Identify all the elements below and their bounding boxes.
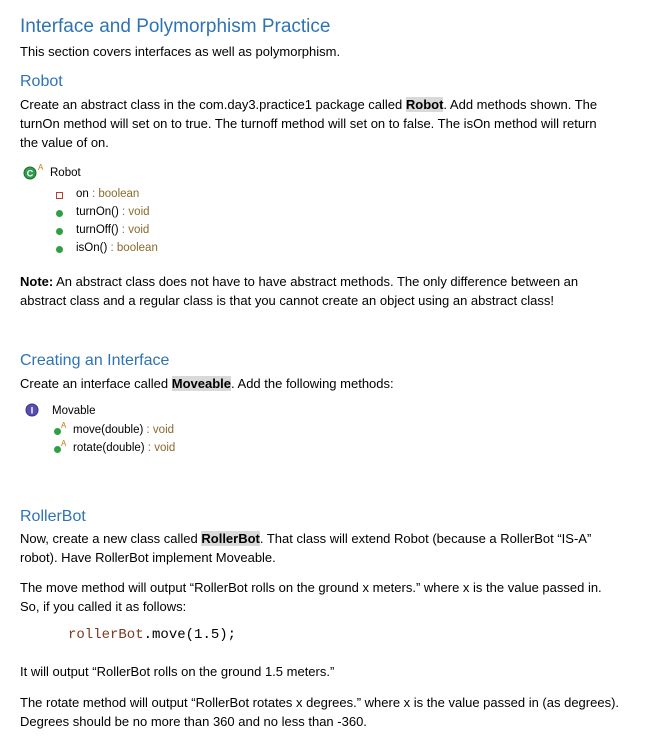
rollerbot-heading: RollerBot bbox=[20, 508, 86, 525]
member-sep: : bbox=[107, 242, 117, 254]
public-method-icon bbox=[56, 210, 63, 217]
rollerbot-p4-line2: Degrees should be no more than 360 and no less than -360. bbox=[20, 714, 367, 729]
rollerbot-p1-line1 bbox=[20, 529, 591, 548]
public-method-icon bbox=[56, 246, 63, 253]
member-sep: : bbox=[144, 442, 155, 454]
member-name: turnOn() bbox=[76, 206, 119, 218]
member-type: void bbox=[128, 224, 150, 236]
abstract-marker: A bbox=[38, 163, 44, 172]
abstract-marker: A bbox=[61, 439, 67, 448]
member-type: void bbox=[152, 424, 175, 436]
member-name: isOn() bbox=[76, 242, 108, 254]
member-sep: : bbox=[118, 206, 129, 218]
note-text: An abstract class does not have to have abstract methods. The only difference between an bbox=[53, 274, 579, 289]
interface-icon-letter: I bbox=[30, 405, 34, 416]
abstract-method-icon bbox=[54, 446, 61, 453]
robot-heading: Robot bbox=[20, 73, 63, 90]
interface-name: Movable bbox=[52, 405, 96, 417]
code-number: 1.5 bbox=[194, 627, 220, 643]
member-sep: : bbox=[88, 188, 99, 200]
private-field-icon bbox=[56, 192, 63, 199]
rollerbot-p3: It will output “RollerBot rolls on the ground 1.5 meters.” bbox=[20, 664, 335, 679]
robot-paragraph-line2: turnOn method will set on to true. The turnoff method will set on to false. The isOn method will return bbox=[20, 116, 597, 131]
member-name: on bbox=[76, 188, 89, 200]
rollerbot-p1-post: . That class will extend Robot (because a RollerBot “IS-A” bbox=[259, 531, 592, 546]
page-title: Interface and Polymorphism Practice bbox=[20, 16, 331, 37]
note-line1 bbox=[20, 272, 578, 291]
rollerbot-p2-line1: The move method will output “RollerBot rolls on the ground x meters.” where x is the value passed in. bbox=[20, 580, 602, 595]
intro-text: This section covers interfaces as well as polymorphism. bbox=[20, 44, 341, 59]
member-name: rotate(double) bbox=[73, 442, 145, 454]
abstract-method-icon bbox=[54, 428, 61, 435]
abstract-class-icon bbox=[23, 166, 37, 180]
member-sep: : bbox=[143, 424, 153, 436]
interface-icon bbox=[25, 403, 39, 417]
rollerbot-highlight: RollerBot bbox=[201, 531, 260, 546]
member-type: boolean bbox=[116, 242, 158, 254]
robot-line1-pre: Create an abstract class in the com.day3.practice1 package called bbox=[20, 97, 406, 112]
member-name: turnOff() bbox=[76, 224, 119, 236]
member-type: void bbox=[128, 206, 150, 218]
note-label: Note: bbox=[20, 274, 54, 289]
interface-line-pre: Create an interface called bbox=[20, 376, 172, 391]
note-line2: abstract class and a regular class is that you cannot create an object using an abstract class! bbox=[20, 293, 555, 308]
rollerbot-p1-pre: Now, create a new class called bbox=[20, 531, 202, 546]
svg-text:C: C bbox=[26, 168, 34, 179]
abstract-marker: A bbox=[61, 421, 67, 430]
public-method-icon bbox=[56, 228, 63, 235]
robot-paragraph-line3: the value of on. bbox=[20, 135, 109, 150]
interface-paragraph bbox=[20, 374, 394, 393]
interface-heading: Creating an Interface bbox=[20, 352, 170, 369]
rollerbot-p1-line2: robot). Have RollerBot implement Moveable. bbox=[20, 550, 276, 565]
rollerbot-p4-line1: The rotate method will output “RollerBot rotates x degrees.” where x is the value passed in (as degrees). bbox=[20, 695, 620, 710]
code-variable: rollerBot bbox=[68, 627, 144, 643]
code-example bbox=[68, 627, 236, 643]
member-type: boolean bbox=[98, 188, 140, 200]
interface-line-post: . Add the following methods: bbox=[231, 376, 394, 391]
member-sep: : bbox=[118, 224, 129, 236]
code-end: ); bbox=[219, 627, 237, 643]
code-call: .move( bbox=[143, 627, 195, 643]
robot-paragraph-line1 bbox=[20, 95, 597, 114]
interface-highlight: Moveable bbox=[171, 376, 232, 391]
robot-highlight: Robot bbox=[405, 97, 444, 112]
robot-line1-post: . Add methods shown. The bbox=[443, 97, 598, 112]
member-type: void bbox=[154, 442, 176, 454]
member-name: move(double) bbox=[73, 424, 144, 436]
rollerbot-p2-line2: So, if you called it as follows: bbox=[20, 599, 187, 614]
robot-class-name: Robot bbox=[50, 167, 81, 179]
